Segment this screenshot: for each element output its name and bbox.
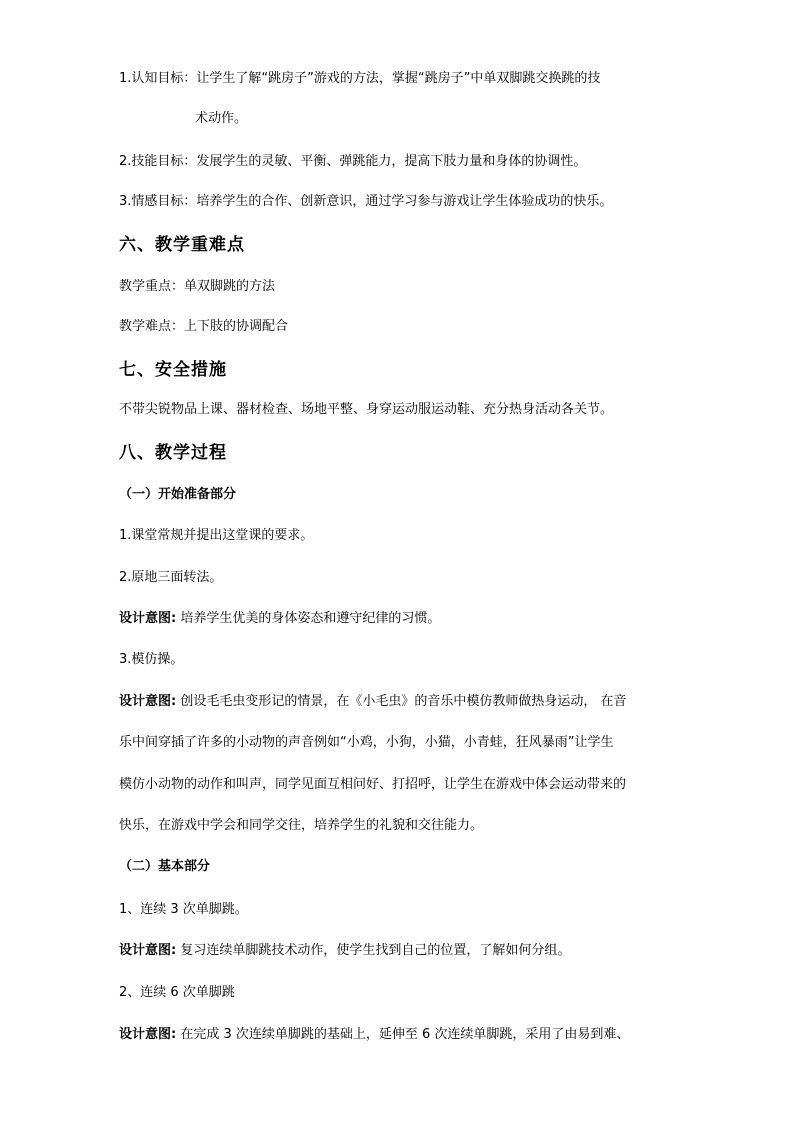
objective-emotion: 3.情感目标：培养学生的合作、创新意识，通过学习参与游戏让学生体验成功的快乐。 (119, 194, 613, 209)
part-1-item-3: 3.模仿操。 (119, 652, 184, 667)
design-intent-2-line-4: 快乐，在游戏中学会和同学交往，培养学生的礼貌和交往能力。 (119, 818, 484, 833)
section-6-heading: 六、教学重难点 (119, 235, 245, 255)
design-intent-text: 创设毛毛虫变形记的情景，在《小毛虫》的音乐中模仿教师做热身运动， 在音 (176, 694, 627, 709)
design-intent-2-line-1 (119, 693, 626, 711)
part-2-item-1: 1、连续 3 次单脚跳。 (119, 902, 248, 917)
design-intent-label: 设计意图: (119, 694, 177, 709)
objective-cognitive-continued: 术动作。 (195, 111, 248, 126)
design-intent-text: 培养学生优美的身体姿态和遵守纪律的习惯。 (176, 611, 441, 626)
design-intent-2-line-2: 乐中间穿插了许多的小动物的声音例如“小鸡，小狗，小猫，小青蛙，狂风暴雨”让学生 (119, 735, 614, 750)
design-intent-label: 设计意图: (119, 943, 177, 958)
teaching-difficulty: 教学难点：上下肢的协调配合 (119, 319, 289, 334)
section-8-heading: 八、教学过程 (119, 443, 227, 463)
objective-cognitive: 1.认知目标：让学生了解“跳房子”游戏的方法，掌握“跳房子”中单双脚跳交换跳的技 (119, 71, 601, 86)
design-intent-4 (119, 1026, 629, 1044)
part-2-item-2: 2、连续 6 次单脚跳 (119, 985, 235, 1000)
design-intent-text: 复习连续单脚跳技术动作，使学生找到自己的位置，了解如何分组。 (176, 943, 571, 958)
part-1-item-1: 1.课堂常规并提出这堂课的要求。 (119, 528, 314, 543)
part-2-heading: （二）基本部分 (119, 859, 211, 874)
part-1-item-2: 2.原地三面转法。 (119, 570, 223, 585)
design-intent-2-line-3: 模仿小动物的动作和叫声，同学见面互相问好、打招呼，让学生在游戏中体会运动带来的 (119, 777, 627, 792)
teaching-key-point: 教学重点：单双脚跳的方法 (119, 279, 276, 294)
design-intent-text: 在完成 3 次连续单脚跳的基础上，延伸至 6 次连续单脚跳，采用了由易到难、 (176, 1027, 630, 1042)
part-1-heading: （一）开始准备部分 (119, 487, 237, 502)
section-7-heading: 七、安全措施 (119, 360, 227, 380)
safety-measures: 不带尖锐物品上课、器材检查、场地平整、身穿运动服运动鞋、充分热身活动各关节。 (119, 402, 614, 417)
design-intent-1 (119, 610, 440, 628)
design-intent-3 (119, 942, 570, 960)
objective-skill: 2.技能目标：发展学生的灵敏、平衡、弹跳能力，提高下肢力量和身体的协调性。 (119, 154, 587, 169)
design-intent-label: 设计意图: (119, 611, 177, 626)
design-intent-label: 设计意图: (119, 1027, 177, 1042)
